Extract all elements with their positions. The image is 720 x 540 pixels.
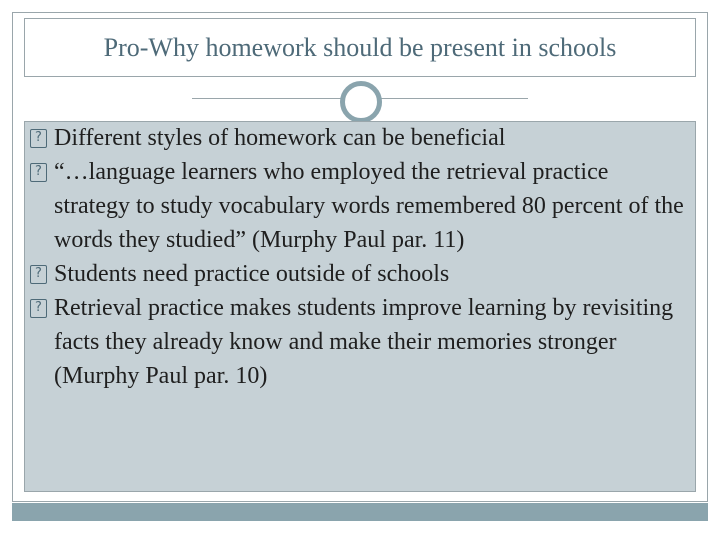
- bullet-text: Students need practice outside of schools: [54, 261, 450, 287]
- bullet-list: [28, 121, 688, 393]
- bullet-item: [28, 257, 688, 291]
- slide-title: Pro-Why homework should be present in schools: [103, 32, 617, 62]
- bullet-box-icon: ?: [30, 129, 47, 148]
- bullet-item: [28, 291, 688, 393]
- bullet-item: [28, 121, 688, 155]
- bullet-text: “…language learners who employed the retrieval practice strategy to study vocabulary words remembered 80 percent of the words they studied” (Murphy Paul par. 11): [54, 159, 684, 253]
- bullet-text: Different styles of homework can be beneficial: [54, 125, 506, 151]
- bullet-box-icon: ?: [30, 265, 47, 284]
- bullet-text: Retrieval practice makes students improve learning by revisiting facts they already know and make their memories stronger (Murphy Paul par. 10): [54, 295, 674, 389]
- bullet-item: [28, 155, 688, 257]
- bullet-box-icon: ?: [30, 299, 47, 318]
- footer-bar: [12, 503, 708, 521]
- title-box: [24, 18, 696, 77]
- bullet-box-icon: ?: [30, 163, 47, 182]
- circle-ornament-icon: [340, 81, 382, 123]
